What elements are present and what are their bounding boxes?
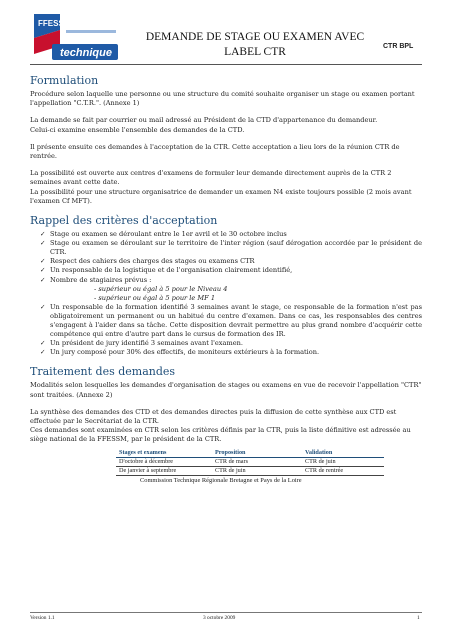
paragraph: Ces demandes sont examinées en CTR selon les critères définis par la CTR, puis la liste définitive est adressée au siège national de la FFESSM, par le président de la CTR. [30, 426, 411, 444]
list-item: ✓ Un président de jury identifié 3 semaines avant l'examen. [40, 339, 243, 348]
check-icon: ✓ [40, 239, 46, 248]
footer-divider [30, 612, 422, 613]
list-item: ✓ Stage ou examen se déroulant entre le 1er avril et le 30 octobre inclus [40, 230, 287, 239]
header-divider [30, 64, 422, 65]
check-icon: ✓ [40, 266, 46, 275]
check-icon: ✓ [40, 302, 46, 311]
paragraph: Modalités selon lesquelles les demandes d'organisation de stages ou examens en vue de recevoir l'appellation "CTR" sont traitées. (Annexe 2) [30, 381, 422, 399]
table-cell: CTR de juin [302, 457, 384, 466]
sub-item: - supérieur ou égal à 5 pour le MF 1 [94, 293, 216, 302]
footer-date: 3 octobre 2009 [203, 615, 236, 621]
criteria-list [30, 230, 422, 357]
commission-caption: Commission Technique Régionale Bretagne et Pays de la Loire [140, 476, 302, 484]
table-row [116, 457, 384, 466]
schedule-table [116, 449, 384, 476]
column-header: Validation [302, 449, 384, 458]
title-line-1: DEMANDE DE STAGE OU EXAMEN AVEC [145, 31, 365, 43]
table-header-row [116, 449, 384, 458]
check-icon: ✓ [40, 339, 46, 348]
heading-processing: Traitement des demandes [30, 365, 176, 379]
footer-page-number: 1 [417, 615, 420, 621]
column-header: Stages et examens [116, 449, 212, 458]
document-body [30, 68, 422, 484]
paragraph: Procédure selon laquelle une personne ou une structure du comité souhaite organiser un stage ou examen portant l'appellation "C.T.R.". (Annexe 1) [30, 90, 415, 108]
check-icon: ✓ [40, 275, 46, 284]
ffessm-technique-logo [30, 10, 122, 68]
heading-criteria: Rappel des critères d'acceptation [30, 214, 218, 228]
column-header: Proposition [212, 449, 302, 458]
paragraph: La synthèse des demandes des CTD et des demandes directes puis la diffusion de cette synthèse aux CTD est effectuée par le Secrétariat de la CTR. [30, 407, 397, 425]
table-cell: CTR de juin [212, 466, 302, 475]
check-icon: ✓ [40, 257, 46, 266]
table-cell: CTR de mars [212, 457, 302, 466]
footer-version: Version 1.1 [30, 615, 55, 621]
table-row [116, 466, 384, 475]
paragraph: Celui-ci examine ensemble l'ensemble des demandes de la CTD. [30, 125, 245, 134]
sub-item: - supérieur ou égal à 5 pour le Niveau 4 [94, 284, 228, 293]
paragraph: La demande se fait par courrier ou mail adressé au Président de la CTD d'appartenance du demandeur. [30, 116, 378, 125]
list-item: ✓ Un jury composé pour 30% des effectifs, de moniteurs extérieurs à la formation. [40, 348, 320, 357]
table-cell: De janvier à septembre [116, 466, 212, 475]
document-title [130, 30, 380, 60]
list-item: ✓ Stage ou examen se déroulant sur le territoire de l'inter région (sauf dérogation accordée par le président de CTR. [40, 239, 422, 257]
check-icon: ✓ [40, 230, 46, 239]
document-code: CTR BPL [383, 43, 414, 50]
list-item: ✓ Respect des cahiers des charges des stages ou examens CTR [40, 257, 255, 266]
title-line-2: LABEL CTR [224, 46, 286, 58]
paragraph: La possibilité pour une structure organisatrice de demander un examen N4 existe toujours possible (2 mois avant l'examen Cf MFT). [30, 187, 412, 205]
svg-text:technique: technique [60, 47, 112, 59]
table-cell: D'octobre à décembre [116, 457, 212, 466]
svg-text:FFESSM: FFESSM [38, 19, 71, 28]
list-item: ✓ Un responsable de la formation identifié 3 semaines avant le stage, ce responsable de la formation n'est pas obligatoirement un permanent ou un habitué du centre d'examen. Dans ce cas, les responsables des centres s'engagent à l'aider dans sa tâche. Cette disposition devrait permettre au plus grand nombre d'acquérir cette compétence qui entre d'autre part dans le cursus de formation des IR. [40, 302, 422, 339]
paragraph: Il présente ensuite ces demandes à l'acceptation de la CTR. Cette acceptation a lieu lors de la réunion CTR de rentrée. [30, 142, 400, 161]
heading-formulation: Formulation [30, 74, 99, 87]
paragraph: La possibilité est ouverte aux centres d'examens de formuler leur demande directement auprès de la CTR 2 semaines avant cette date. [30, 169, 392, 187]
list-item: ✓ Nombre de stagiaires prévus : [40, 275, 152, 284]
table-cell: CTR de rentrée [302, 466, 384, 475]
list-item: ✓ Un responsable de la logistique et de l'organisation clairement identifié, [40, 266, 293, 275]
check-icon: ✓ [40, 348, 46, 357]
